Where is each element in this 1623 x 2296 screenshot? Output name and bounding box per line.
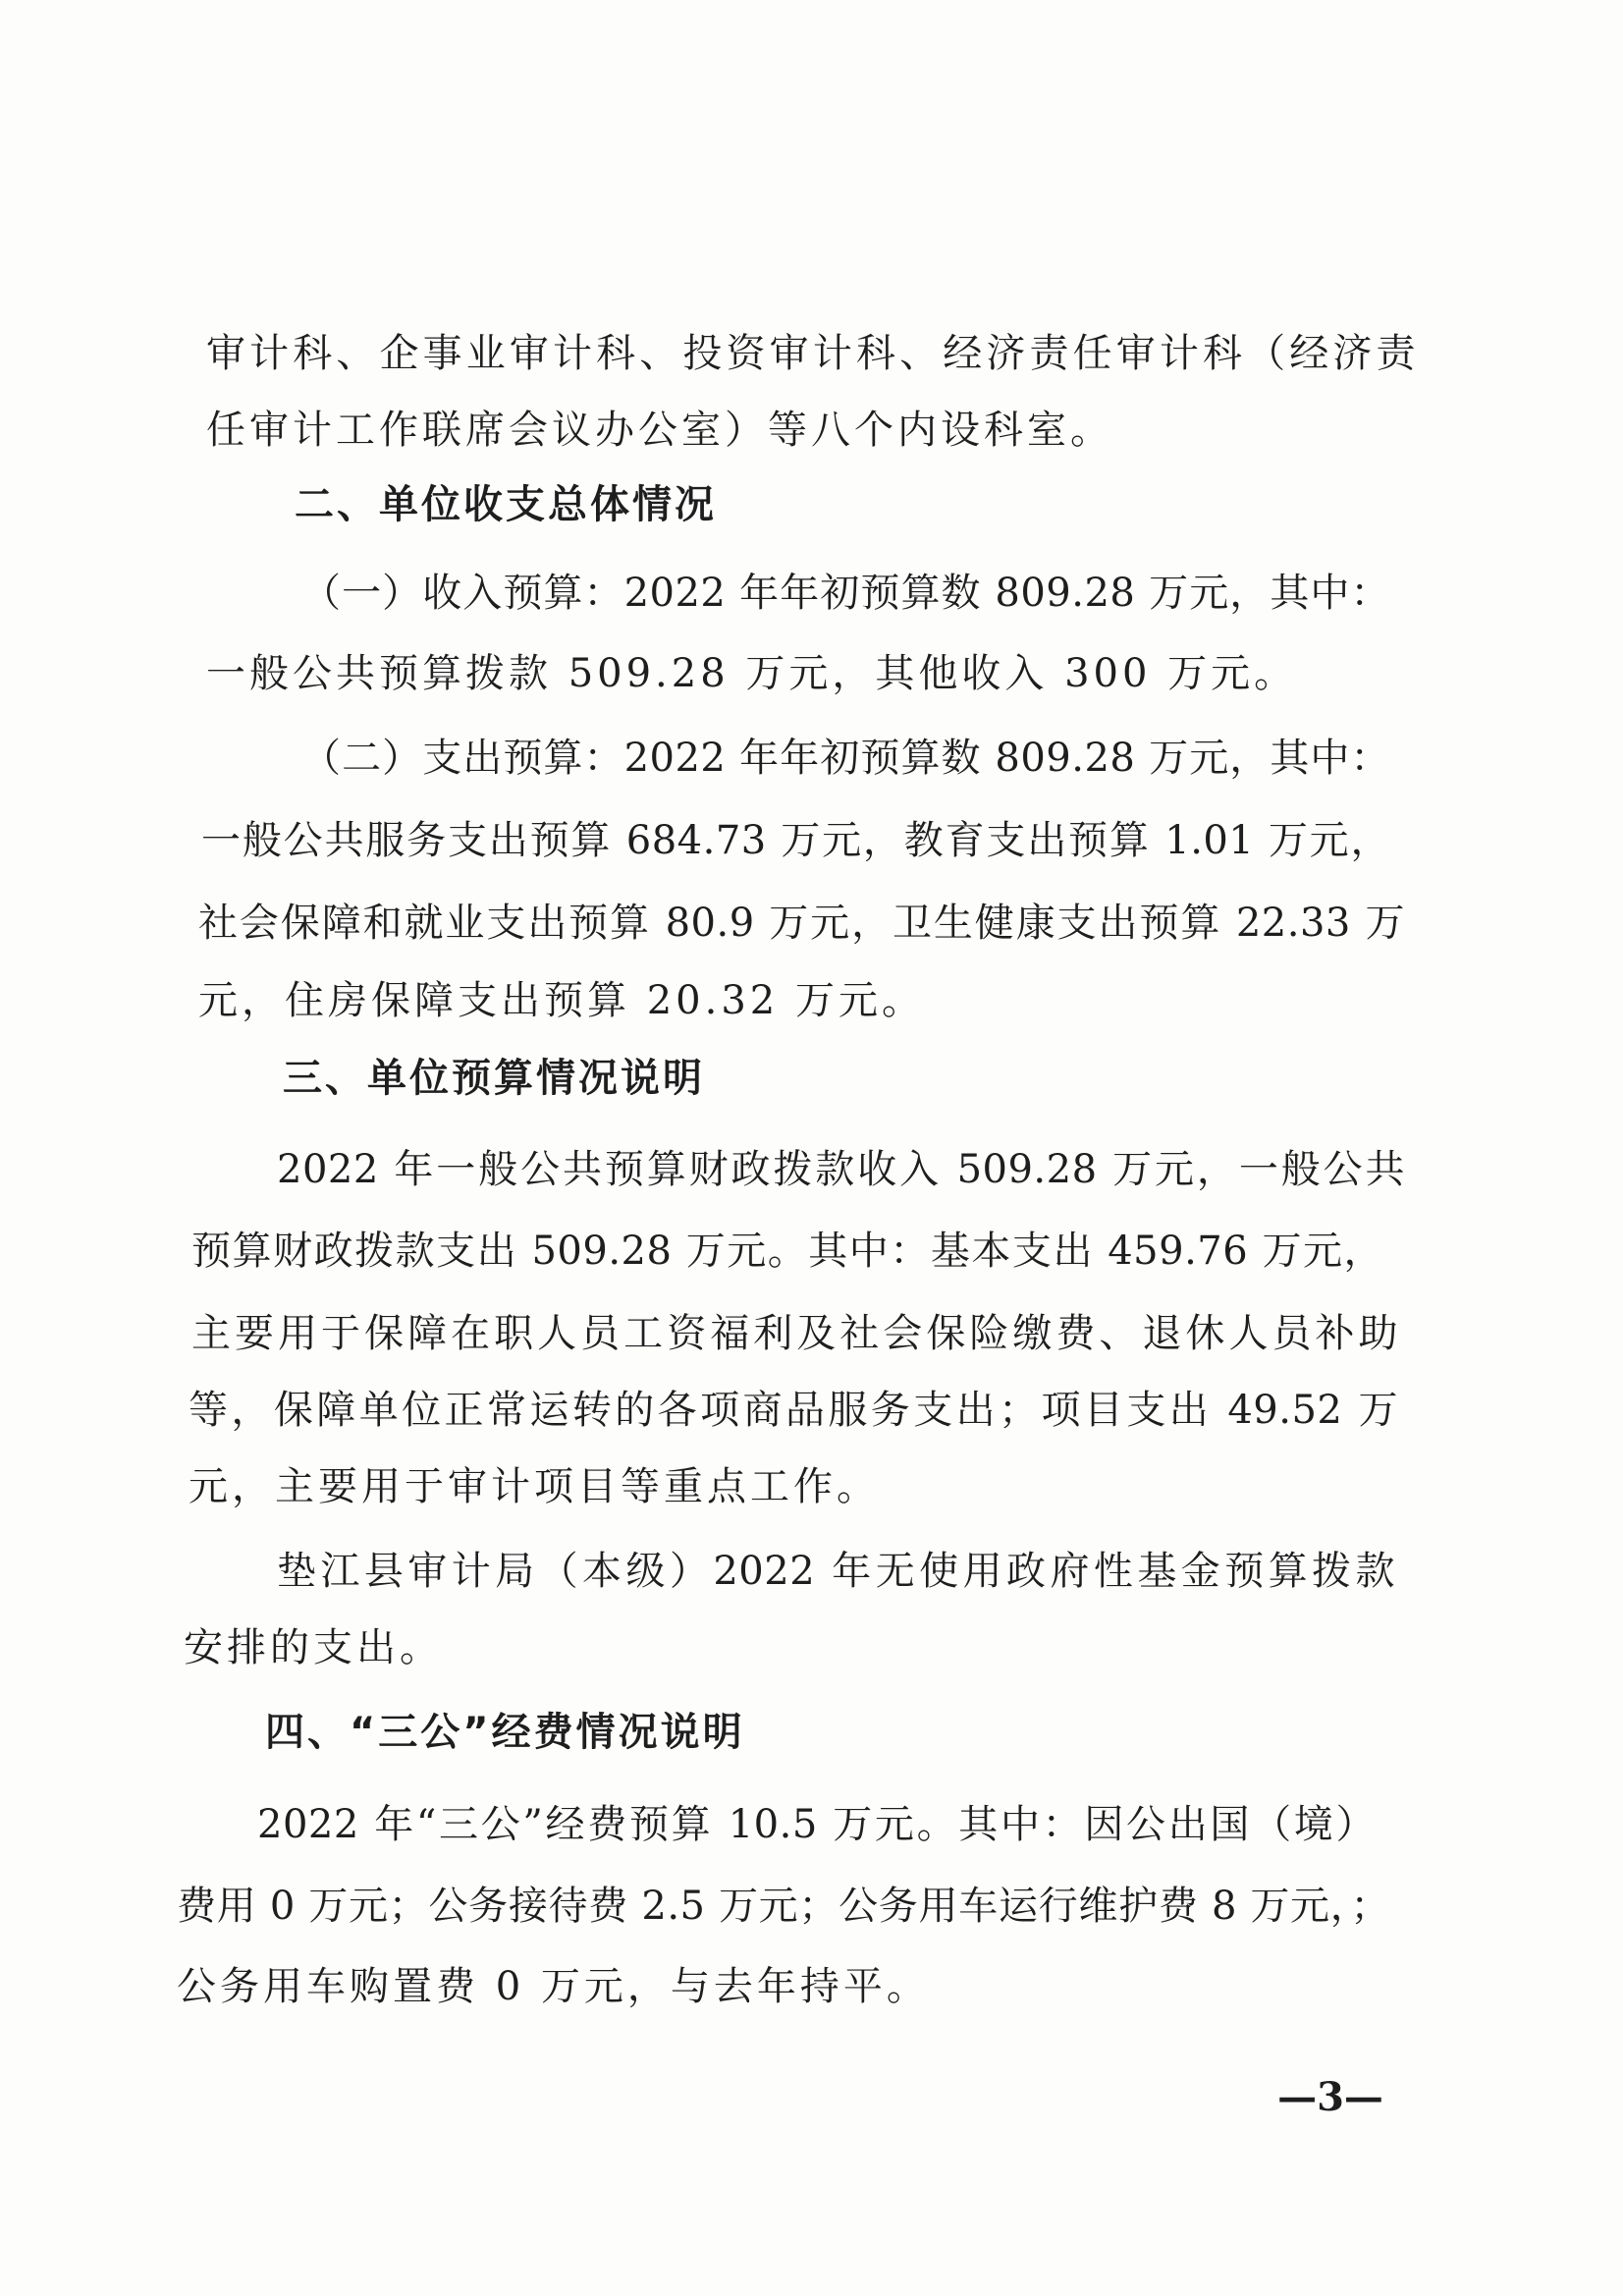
income-line-2: 一般公共预算拨款 509.28 万元，其他收入 300 万元。 — [206, 651, 1298, 696]
intro-line-1: 审计科、企事业审计科、投资审计科、经济责任审计科（经济责 — [206, 331, 1416, 376]
intro-line-2: 任审计工作联席会议办公室）等八个内设科室。 — [206, 408, 1113, 453]
fund-para-line-2: 安排的支出。 — [184, 1625, 443, 1670]
expenditure-line-2: 一般公共服务支出预算 684.73 万元，教育支出预算 1.01 万元， — [201, 818, 1390, 863]
expenditure-line-4: 元，住房保障支出预算 20.32 万元。 — [198, 978, 925, 1023]
fund-para-line-1: 垫江县审计局（本级）2022 年无使用政府性基金预算拨款 — [277, 1549, 1395, 1594]
section-2-heading: 二、单位收支总体情况 — [295, 482, 717, 527]
budget-para-line-2: 预算财政拨款支出 509.28 万元。其中：基本支出 459.76 万元， — [191, 1229, 1383, 1274]
three-public-line-3: 公务用车购置费 0 万元，与去年持平。 — [177, 1964, 930, 2009]
budget-para-line-1: 2022 年一般公共预算财政拨款收入 509.28 万元，一般公共 — [277, 1147, 1405, 1192]
budget-para-line-3: 主要用于保障在职人员工资福利及社会保险缴费、退休人员补助 — [191, 1311, 1398, 1356]
three-public-line-1: 2022 年“三公”经费预算 10.5 万元。其中：因公出国（境） — [257, 1802, 1376, 1847]
budget-para-line-4: 等，保障单位正常运转的各项商品服务支出；项目支出 49.52 万 — [189, 1388, 1398, 1433]
income-line-1: （一）收入预算：2022 年年初预算数 809.28 万元，其中： — [301, 571, 1390, 616]
expenditure-line-3: 社会保障和就业支出预算 80.9 万元，卫生健康支出预算 22.33 万 — [198, 901, 1405, 946]
section-4-heading: 四、“三公”经费情况说明 — [265, 1710, 745, 1755]
section-3-heading: 三、单位预算情况说明 — [283, 1056, 705, 1101]
expenditure-line-1: （二）支出预算：2022 年年初预算数 809.28 万元，其中： — [301, 736, 1390, 781]
budget-para-line-5: 元，主要用于审计项目等重点工作。 — [189, 1464, 880, 1509]
three-public-line-2: 费用 0 万元；公务接待费 2.5 万元；公务用车运行维护费 8 万元，； — [177, 1884, 1390, 1929]
page-number: —3— — [1277, 2074, 1383, 2120]
